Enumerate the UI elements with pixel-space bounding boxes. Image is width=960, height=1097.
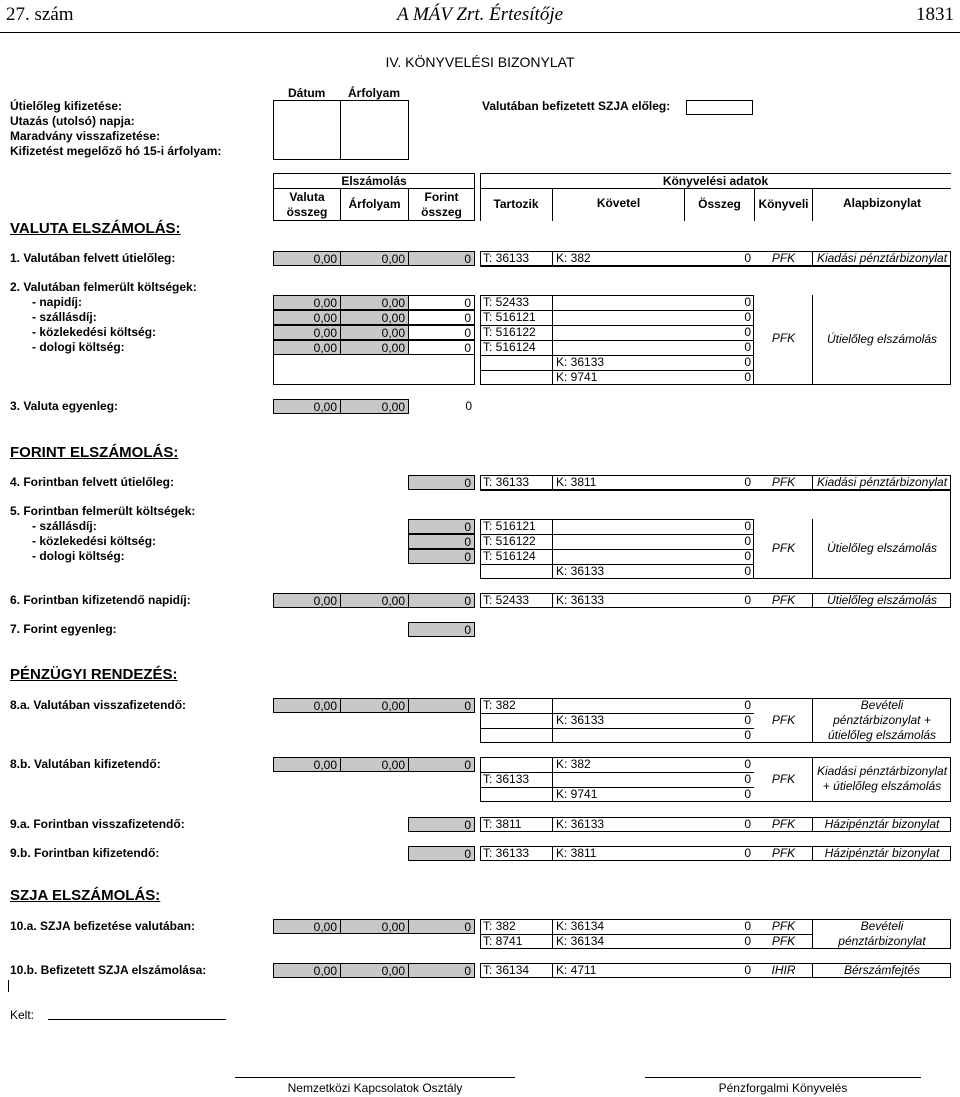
row2-konyveli: PFK (771, 331, 796, 345)
row10b-label: 10.b. Befizetett SZJA elszámolása: (10, 963, 207, 977)
kelt-label: Kelt: (10, 1008, 35, 1022)
row10b-kovetel: K: 4711 (556, 963, 597, 977)
r10b-v1 (552, 963, 553, 978)
row8a-alap-3: útielőleg elszámolás (827, 728, 937, 742)
row2-item2-arfolyam[interactable] (340, 310, 409, 325)
row9a-forint (408, 817, 475, 832)
row2-label: 2. Valutában felmerült költségek: (10, 280, 197, 294)
v: 0,00 (313, 594, 337, 608)
kovetel-header: Követel (596, 196, 641, 210)
row2-item4-tartozik: T: 516124 (483, 340, 536, 354)
row9b-osszeg: 0 (744, 846, 751, 860)
row8a-osszeg-1: 0 (744, 698, 751, 712)
row8b-arfolyam (340, 757, 409, 772)
arfolyam-col-header: Árfolyam (348, 197, 401, 211)
signature-line-2 (645, 1077, 921, 1078)
row4-label: 4. Forintban felvett útielőleg: (10, 475, 175, 489)
row10a-arfolyam[interactable] (340, 919, 409, 934)
v: 0 (464, 964, 471, 978)
row8a-kovetel: K: 36133 (556, 713, 605, 727)
r6-v1 (552, 593, 553, 608)
row3-arfolyam (340, 399, 409, 414)
row2-kovetel-2: K: 9741 (556, 370, 598, 384)
r5-top (480, 490, 951, 491)
top-label-1: Útielőleg kifizetése: (10, 99, 123, 113)
row9b-alap: Házipénztár bizonylat (824, 846, 940, 860)
forint-section-title: FORINT ELSZÁMOLÁS: (10, 444, 179, 461)
v: 0,00 (381, 758, 405, 772)
header-rule (0, 32, 960, 33)
row4-tartozik: T: 36133 (483, 475, 530, 489)
row6-forint[interactable] (408, 593, 475, 608)
row3-valuta (273, 399, 341, 414)
row4-alap: Kiadási pénztárbizonylat (816, 475, 948, 489)
elszamolas-header: Elszámolás (341, 174, 407, 188)
r8a-v1 (552, 698, 553, 743)
row2-item1-tartozik: T: 52433 (483, 295, 530, 309)
row9a-konyveli: PFK (771, 817, 796, 831)
v: 0,00 (381, 920, 405, 934)
datum-header: Dátum (288, 86, 326, 100)
row10b-valuta (273, 963, 341, 978)
row1-valuta[interactable] (273, 251, 341, 266)
row10a-tartozik-1: T: 382 (483, 919, 516, 933)
r4-v1 (552, 475, 553, 490)
row2-item2-osszeg: 0 (744, 310, 751, 324)
row8a-konyveli: PFK (771, 713, 796, 727)
signature-label-2: Pénzforgalmi Könyvelés (718, 1081, 848, 1095)
row1-forint[interactable] (408, 251, 475, 266)
v: 0,00 (313, 341, 337, 355)
top-label-4: Kifizetést megelőző hó 15-i árfolyam: (10, 144, 222, 158)
row5-item1-tartozik: T: 516121 (483, 519, 536, 533)
row2-kovetel-1-osszeg: 0 (744, 355, 751, 369)
v: 0 (464, 623, 471, 637)
v: 0,00 (313, 758, 337, 772)
signature-label-1: Nemzetközi Kapcsolatok Osztály (287, 1081, 463, 1095)
row1-arfolyam-value: 0,00 (381, 252, 405, 266)
v: 0,00 (381, 964, 405, 978)
row4-konyveli: PFK (771, 475, 796, 489)
row10a-konyveli-1: PFK (771, 919, 796, 933)
arfolyam-header: Árfolyam (348, 86, 401, 100)
row2-item2-forint (408, 310, 475, 325)
cursor-mark (8, 980, 9, 992)
alapbizonylat-header: Alapbizonylat (842, 196, 921, 210)
row8a-tartozik: T: 382 (483, 698, 516, 712)
v: 0,00 (381, 296, 405, 310)
v: 0,00 (313, 296, 337, 310)
date-rate-divider (340, 100, 341, 160)
row8a-valuta (273, 698, 341, 713)
row10a-valuta[interactable] (273, 919, 341, 934)
osszeg-header: Összeg (698, 197, 741, 211)
forint-osszeg-header: Forint összeg (421, 190, 462, 219)
row10b-tartozik: T: 36134 (483, 963, 530, 977)
v: 0,00 (313, 326, 337, 340)
row10b-osszeg: 0 (744, 963, 751, 977)
r10a-v1 (552, 919, 553, 949)
r8b-v1 (552, 757, 553, 802)
row2-item4-arfolyam[interactable] (340, 340, 409, 355)
row10a-alap-1: Bevételi (860, 919, 904, 933)
row2-item4-forint (408, 340, 475, 355)
row3-label: 3. Valuta egyenleg: (10, 399, 119, 413)
konyvelesi-adatok-header: Könyvelési adatok (662, 174, 769, 188)
row10b-konyveli: IHIR (771, 963, 796, 977)
v: 0,00 (381, 326, 405, 340)
row8a-forint (408, 698, 475, 713)
row1-label: 1. Valutában felvett útielőleg: (10, 251, 176, 265)
row2-item3-label: - közlekedési költség: (32, 325, 157, 339)
row5-konyveli: PFK (771, 541, 796, 555)
row2-item4-label: - dologi költség: (32, 340, 125, 354)
v: 0,00 (313, 920, 337, 934)
v: 0 (465, 399, 472, 413)
row5-label: 5. Forintban felmerült költségek: (10, 504, 196, 518)
row10a-label: 10.a. SZJA befizetése valutában: (10, 919, 195, 933)
row1-alap: Kiadási pénztárbizonylat (816, 251, 948, 265)
row6-konyveli: PFK (771, 593, 796, 607)
v: 0 (464, 920, 471, 934)
row2-item2-valuta[interactable] (273, 310, 341, 325)
row5-item1-forint[interactable] (408, 519, 475, 534)
row4-osszeg: 0 (744, 475, 751, 489)
r5-bottom (754, 578, 951, 579)
row8b-kovetel-2: K: 9741 (556, 787, 598, 801)
szja-prepayment-label: Valutában befizetett SZJA előleg: (482, 99, 671, 113)
v: 0 (464, 341, 471, 355)
row5-item3-tartozik: T: 516124 (483, 549, 536, 563)
v: 0,00 (313, 699, 337, 713)
row8b-alap-1: Kiadási pénztárbizonylat (816, 764, 948, 778)
v: 0 (464, 476, 471, 490)
row8a-alap-1: Bevételi (860, 698, 904, 712)
row10b-forint (408, 963, 475, 978)
v: 0 (464, 699, 471, 713)
penzugyi-section-title: PÉNZÜGYI RENDEZÉS: (10, 666, 178, 683)
row8b-forint (408, 757, 475, 772)
row5-item1-label: - szállásdíj: (32, 519, 97, 533)
row1-konyveli: PFK (771, 251, 796, 265)
row6-label: 6. Forintban kifizetendő napidíj: (10, 593, 191, 607)
row5-item2-label: - közlekedési költség: (32, 534, 157, 548)
row8a-osszeg-2: 0 (744, 713, 751, 727)
row5-item3-label: - dologi költség: (32, 549, 125, 563)
row9b-kovetel: K: 3811 (556, 846, 597, 860)
row2-right-rule (950, 266, 951, 384)
v: 0 (464, 758, 471, 772)
row1-div-a (552, 251, 553, 266)
v: 0 (464, 311, 471, 325)
v: 0,00 (381, 341, 405, 355)
row4-kovetel: K: 3811 (556, 475, 597, 489)
row2-item3-valuta[interactable] (273, 325, 341, 340)
row9b-konyveli: PFK (771, 846, 796, 860)
row5-alap: Útielőleg elszámolás (826, 541, 938, 555)
szja-section-title: SZJA ELSZÁMOLÁS: (10, 887, 161, 904)
row8b-osszeg-3: 0 (744, 787, 751, 801)
row1-kovetel: K: 382 (556, 251, 591, 265)
row10a-osszeg-2: 0 (744, 934, 751, 948)
v: 0 (464, 818, 471, 832)
date-rate-box[interactable] (273, 100, 409, 160)
row5-item2-tartozik: T: 516122 (483, 534, 536, 548)
row2-item4-osszeg: 0 (744, 340, 751, 354)
row2-top-rule (480, 266, 951, 267)
v: 0 (464, 326, 471, 340)
row9a-osszeg: 0 (744, 817, 751, 831)
top-label-3: Maradvány visszafizetése: (10, 129, 161, 143)
row5-item1-osszeg: 0 (744, 519, 751, 533)
row1-arfolyam[interactable] (340, 251, 409, 266)
row5-item3-osszeg: 0 (744, 549, 751, 563)
row2-item3-arfolyam[interactable] (340, 325, 409, 340)
v: 0 (464, 594, 471, 608)
v: 0,00 (381, 311, 405, 325)
row8a-label: 8.a. Valutában visszafizetendő: (10, 698, 187, 712)
signature-line-1 (235, 1077, 515, 1078)
row10a-forint[interactable] (408, 919, 475, 934)
row9a-tartozik: T: 3811 (483, 817, 522, 831)
row8b-tartozik: T: 36133 (483, 772, 530, 786)
v: 0,00 (381, 594, 405, 608)
konyvelesi-header-rule (480, 188, 951, 189)
row9b-label: 9.b. Forintban kifizetendő: (10, 846, 160, 860)
row4-forint[interactable] (408, 475, 475, 490)
row6-kovetel: K: 36133 (556, 593, 605, 607)
row5-item2-osszeg: 0 (744, 534, 751, 548)
v: 0,00 (313, 400, 337, 414)
row10a-kovetel-1: K: 36134 (556, 919, 605, 933)
row2-kovetel-1: K: 36133 (556, 355, 605, 369)
row8b-label: 8.b. Valutában kifizetendő: (10, 757, 161, 771)
row8b-valuta (273, 757, 341, 772)
row2-item4-valuta[interactable] (273, 340, 341, 355)
row10b-alap: Bérszámfejtés (843, 963, 921, 977)
row6-alap: Útielőleg elszámolás (826, 593, 938, 607)
row7-forint (408, 622, 475, 637)
row1-tartozik: T: 36133 (483, 251, 530, 265)
row5-item3-forint[interactable] (408, 549, 475, 564)
row1-osszeg: 0 (744, 251, 751, 265)
row9b-tartozik: T: 36133 (483, 846, 530, 860)
row2-alap: Útielőleg elszámolás (826, 332, 938, 346)
row2-kovetel-2-osszeg: 0 (744, 370, 751, 384)
row6-tartozik: T: 52433 (483, 593, 530, 607)
row1-forint-value: 0 (464, 252, 471, 266)
r2-bottom (754, 384, 951, 385)
row9a-label: 9.a. Forintban visszafizetendő: (10, 817, 185, 831)
row5-kovetel-osszeg: 0 (744, 564, 751, 578)
valuta-osszeg-header: Valuta összeg (286, 190, 328, 219)
r9a-v1 (552, 817, 553, 832)
v: 0,00 (313, 964, 337, 978)
elszamolas-header-rule (273, 188, 475, 189)
v: 0 (464, 550, 471, 564)
valuta-section-title: VALUTA ELSZÁMOLÁS: (10, 220, 181, 237)
row2-item1-label: - napidíj: (32, 295, 82, 309)
row9b-forint (408, 846, 475, 861)
row2-item3-tartozik: T: 516122 (483, 325, 536, 339)
row10b-arfolyam (340, 963, 409, 978)
row2-item2-label: - szállásdíj: (32, 310, 97, 324)
row8a-osszeg-3: 0 (744, 728, 751, 742)
row2-item3-osszeg: 0 (744, 325, 751, 339)
row8b-osszeg-1: 0 (744, 757, 751, 771)
v: 0,00 (381, 400, 405, 414)
v: 0 (464, 520, 471, 534)
row10a-konyveli-2: PFK (771, 934, 796, 948)
row7-label: 7. Forint egyenleg: (10, 622, 117, 636)
row8b-kovetel-1: K: 382 (556, 757, 591, 771)
v: 0 (464, 535, 471, 549)
szja-prepayment-input[interactable] (686, 100, 753, 115)
v: 0,00 (381, 699, 405, 713)
page-number-label: 27. szám (6, 4, 74, 25)
row6-osszeg: 0 (744, 593, 751, 607)
row1-valuta-value: 0,00 (313, 252, 337, 266)
row2-item1-valuta[interactable] (273, 295, 341, 310)
r9b-v1 (552, 846, 553, 861)
row2-item3-forint (408, 325, 475, 340)
row8b-konyveli: PFK (771, 772, 796, 786)
konyveli-header: Könyveli (758, 197, 809, 211)
row8a-alap-2: pénztárbizonylat + (833, 713, 931, 727)
v: 0 (464, 296, 471, 310)
row2-item2-tartozik: T: 516121 (483, 310, 536, 324)
v: 0,00 (313, 311, 337, 325)
tartozik-header: Tartozik (493, 197, 539, 211)
row6-valuta[interactable] (273, 593, 341, 608)
kelt-line[interactable] (48, 1019, 226, 1020)
row2-item1-arfolyam[interactable] (340, 295, 409, 310)
r5-v1 (552, 519, 553, 579)
row2-forint-blank (273, 355, 475, 385)
row5-item2-forint[interactable] (408, 534, 475, 549)
row2-item1-osszeg: 0 (744, 295, 751, 309)
page-number: 1831 (916, 4, 954, 25)
publication-title: A MÁV Zrt. Értesítője (396, 4, 564, 25)
row2-item1-forint (408, 295, 475, 310)
row9a-kovetel: K: 36133 (556, 817, 605, 831)
row10a-alap-2: pénztárbizonylat (838, 934, 926, 948)
row8b-alap-2: + útielőleg elszámolás (822, 779, 942, 793)
row10a-tartozik-2: T: 8741 (483, 934, 523, 948)
v: 0 (464, 847, 471, 861)
row8a-arfolyam (340, 698, 409, 713)
row6-arfolyam[interactable] (340, 593, 409, 608)
row8b-osszeg-2: 0 (744, 772, 751, 786)
r2-v1 (552, 295, 553, 385)
top-label-2: Utazás (utolsó) napja: (10, 114, 135, 128)
row5-kovetel: K: 36133 (556, 564, 605, 578)
row9a-alap: Házipénztár bizonylat (824, 817, 940, 831)
r5-right (950, 490, 951, 579)
document-title: IV. KÖNYVELÉSI BIZONYLAT (385, 54, 575, 70)
row10a-kovetel-2: K: 36134 (556, 934, 605, 948)
row10a-osszeg-1: 0 (744, 919, 751, 933)
row3-forint (408, 399, 475, 414)
